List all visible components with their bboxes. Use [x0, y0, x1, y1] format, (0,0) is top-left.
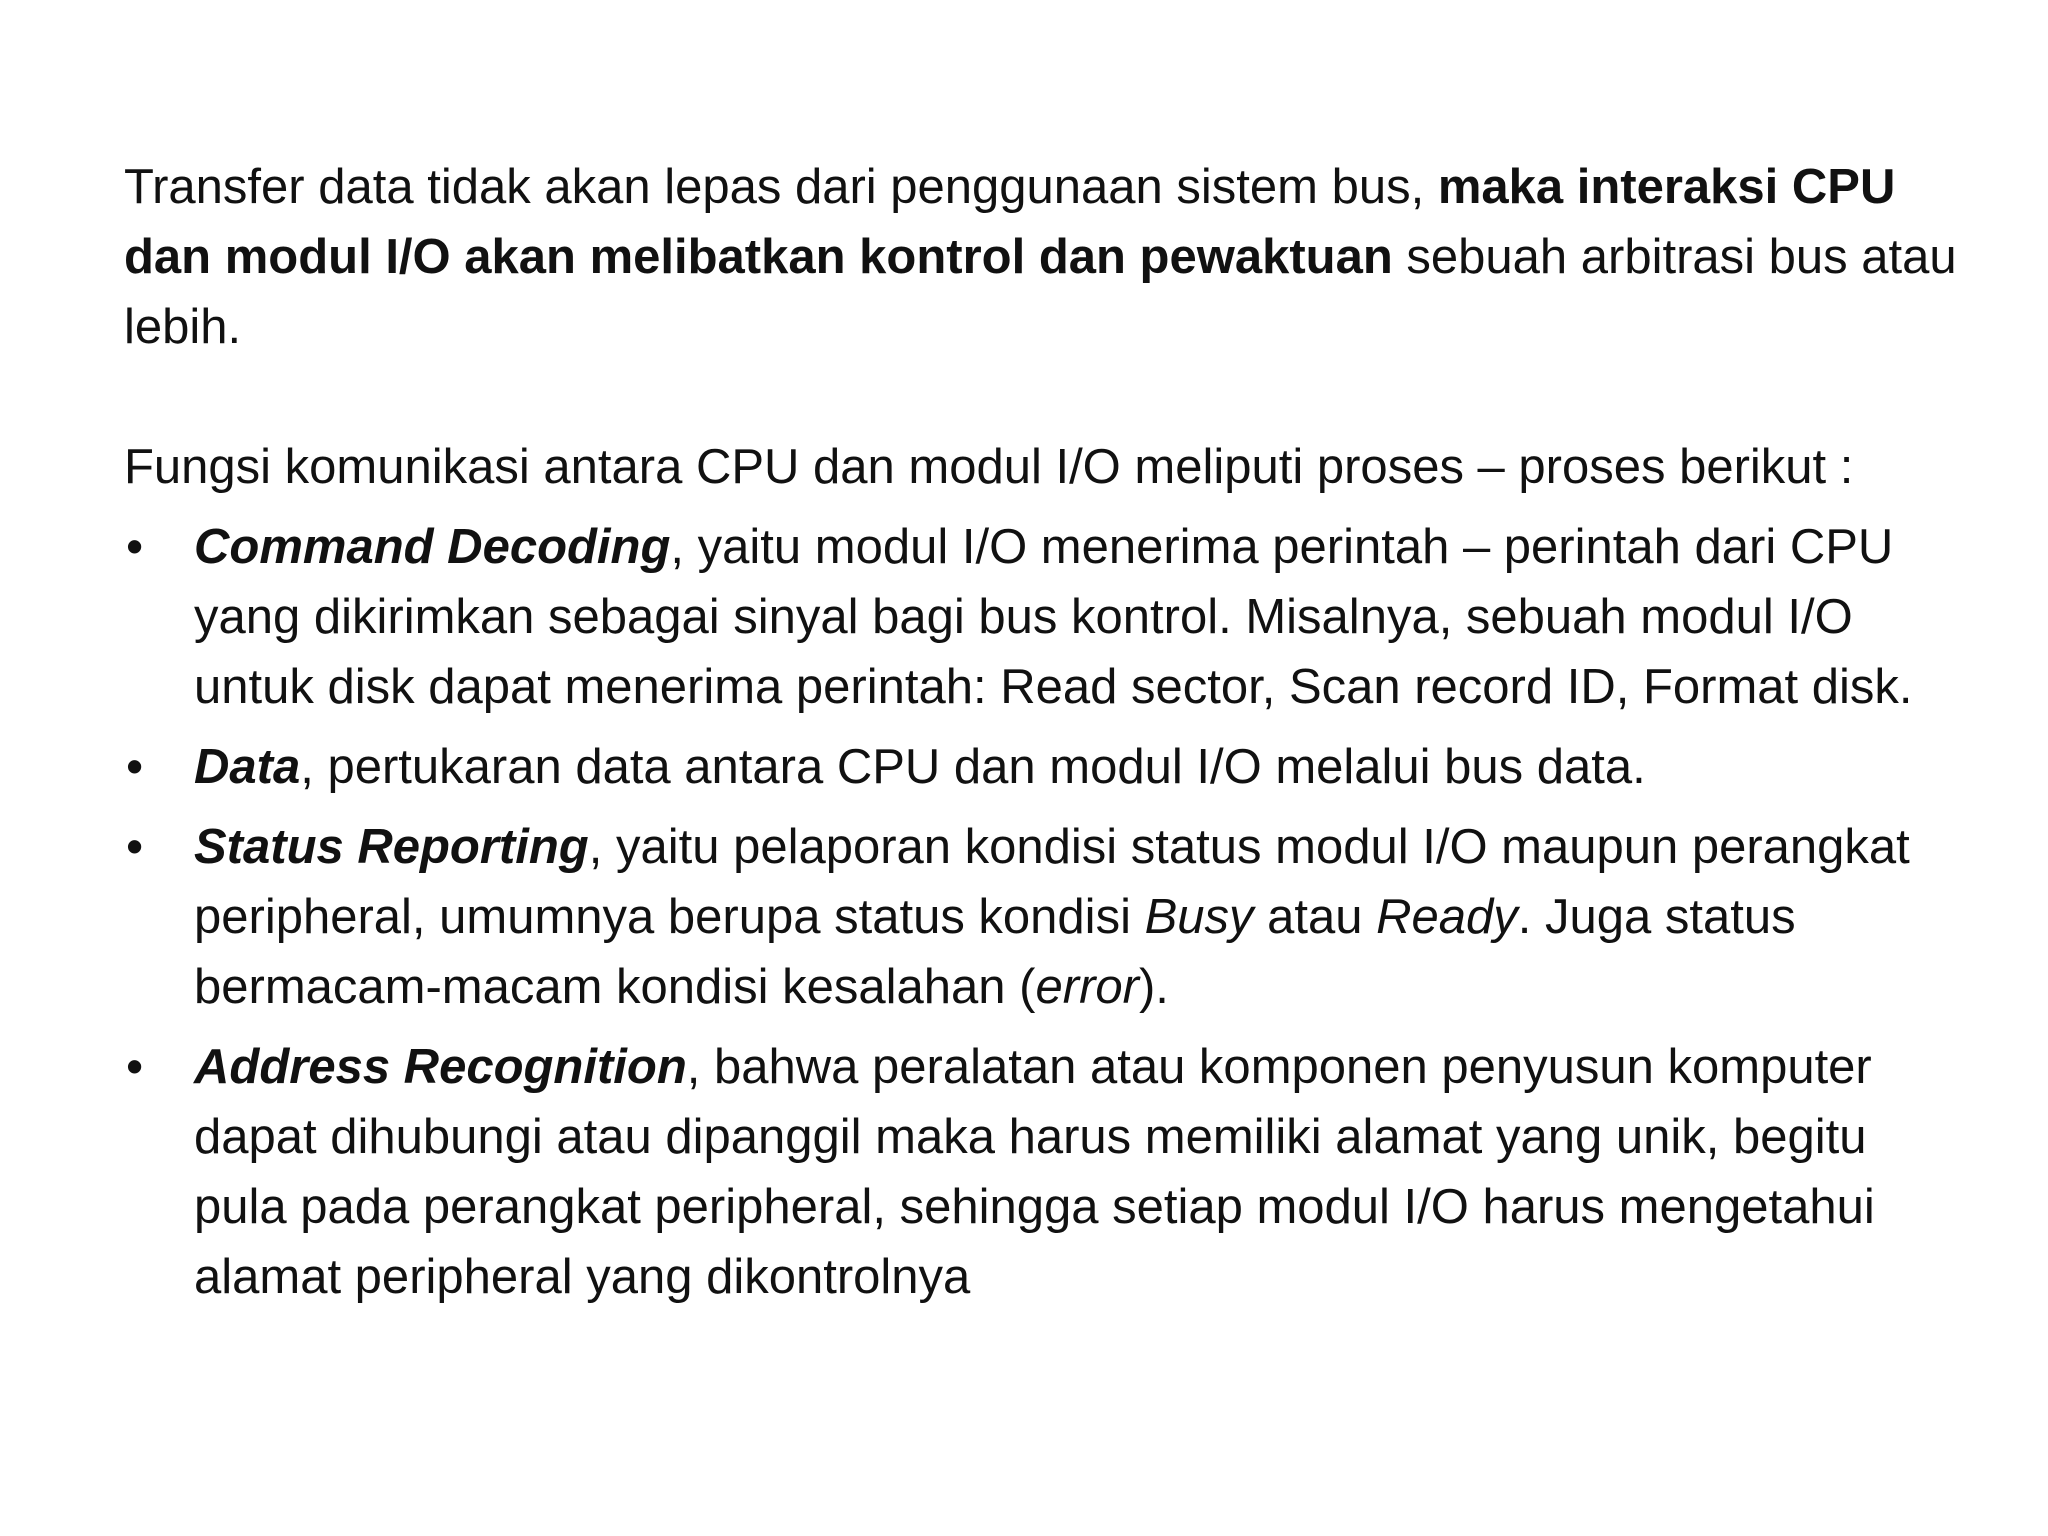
term-address-recognition: Address Recognition [194, 1040, 687, 1094]
desc-address-recognition: , bahwa peralatan atau komponen penyusun komputer dapat dihubungi atau dipanggil maka harus memiliki alamat yang unik, begitu pula pada perangkat peripheral, sehingga setiap modul I/O harus mengetahui alamat peripheral yang dikontrolnya [194, 1040, 1875, 1304]
desc-status-reporting-c: . Juga status bermacam-macam kondisi kesalahan ( [194, 890, 1796, 1014]
desc-status-reporting-b: atau [1253, 890, 1377, 944]
emphasis-error: error [1035, 960, 1139, 1014]
term-data: Data [194, 740, 301, 794]
emphasis-ready: Ready [1376, 890, 1518, 944]
intro-paragraph [124, 152, 1984, 362]
intro-text-start: Transfer data tidak akan lepas dari penggunaan sistem bus, [124, 160, 1438, 214]
desc-status-reporting-d: ). [1138, 960, 1169, 1014]
bullet-icon: • [126, 820, 144, 874]
desc-status-reporting-a: , yaitu pelaporan kondisi status modul I/O maupun perangkat peripheral, umumnya berupa status kondisi [194, 820, 1910, 944]
list-item-address-recognition [124, 1032, 1984, 1312]
term-status-reporting: Status Reporting [194, 820, 589, 874]
bullet-icon: • [126, 520, 144, 574]
bullet-icon: • [126, 740, 144, 794]
list-item-data [124, 732, 1984, 802]
list-item-status-reporting [124, 812, 1984, 1022]
intro-bold-text: maka interaksi CPU dan modul I/O akan melibatkan kontrol dan pewaktuan [124, 160, 1896, 284]
list-item-command-decoding [124, 512, 1984, 722]
slide-content [124, 152, 1984, 1322]
bullet-icon: • [126, 1040, 144, 1094]
emphasis-busy: Busy [1144, 890, 1254, 944]
intro-text-end: sebuah arbitrasi bus atau lebih. [124, 230, 1957, 354]
term-command-decoding: Command Decoding [194, 520, 671, 574]
desc-data: , pertukaran data antara CPU dan modul I/O melalui bus data. [300, 740, 1646, 794]
function-list [124, 512, 1984, 1312]
desc-command-decoding: , yaitu modul I/O menerima perintah – perintah dari CPU yang dikirimkan sebagai sinyal bagi bus kontrol. Misalnya, sebuah modul I/O untuk disk dapat menerima perintah: Read sector, Scan record ID, Format disk. [194, 520, 1913, 714]
lead-paragraph: Fungsi komunikasi antara CPU dan modul I/O meliputi proses – proses berikut : [124, 440, 1854, 494]
